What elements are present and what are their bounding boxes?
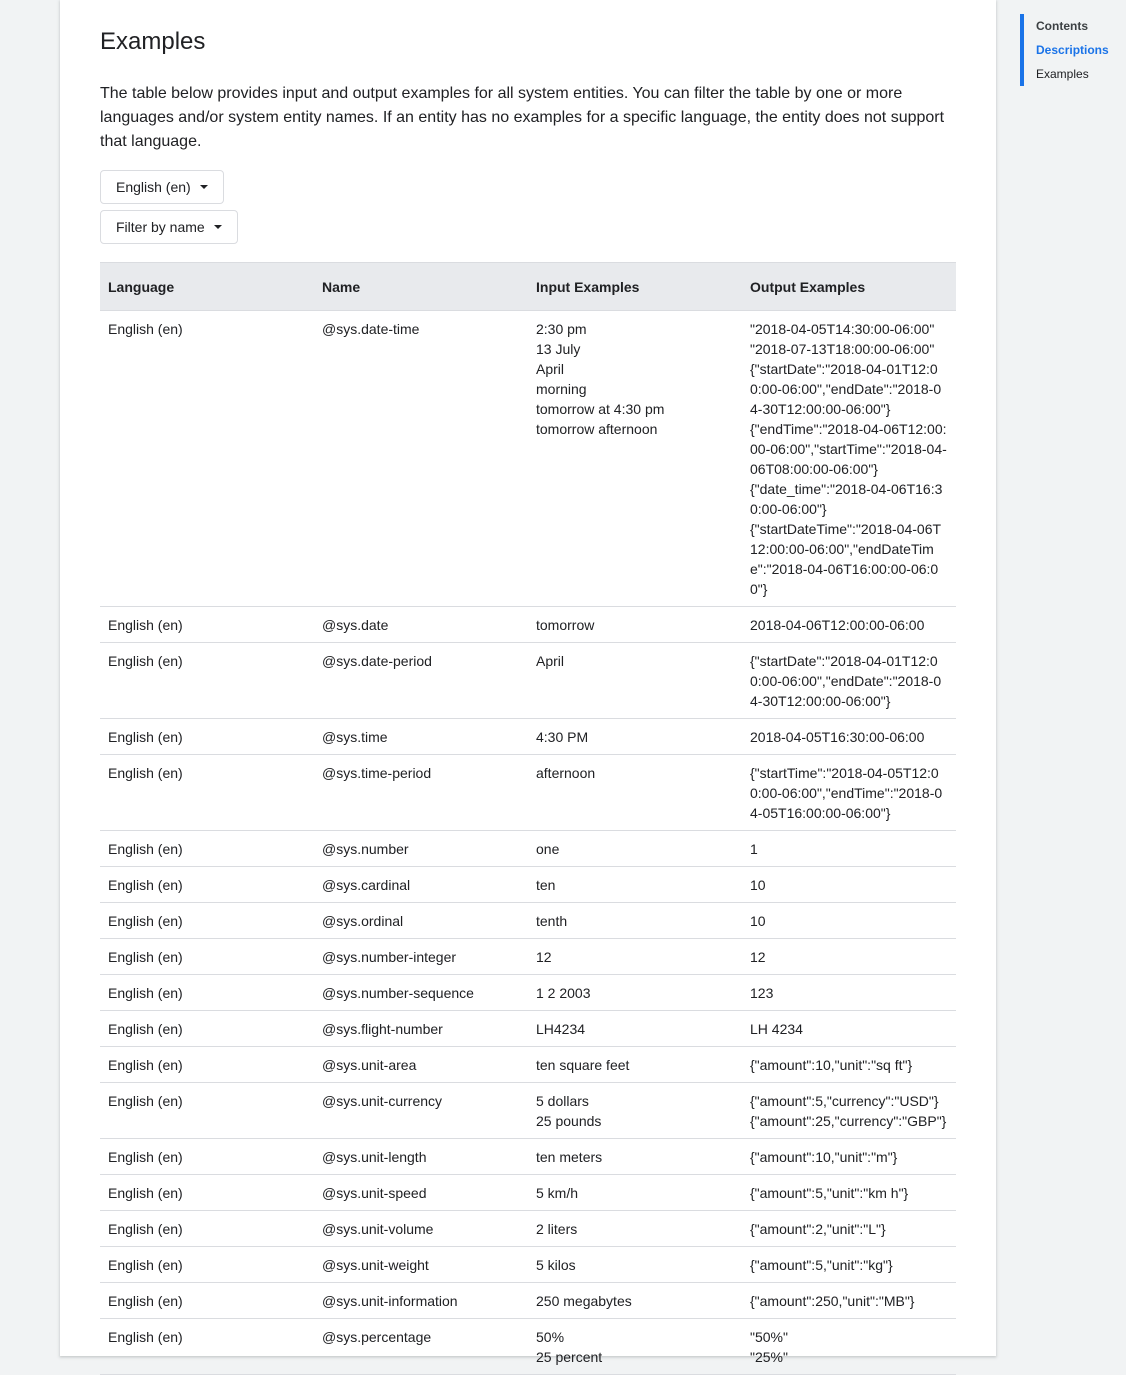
table-row [100,1247,956,1283]
table-row [100,1139,956,1175]
cell-language: English (en) [100,1139,314,1175]
header-name: Name [314,263,528,311]
cell-name: @sys.percentage [314,1319,528,1375]
input-example: 5 km/h [536,1185,579,1201]
cell-output-examples [742,903,956,939]
cell-input-examples [528,975,742,1011]
output-example: "25%" [750,1349,788,1365]
cell-name: @sys.time [314,719,528,755]
input-example: 5 dollars [536,1093,589,1109]
cell-output-examples [742,607,956,643]
output-example: {"startTime":"2018-04-05T12:00:00-06:00","endTime":"2018-04-05T16:00:00-06:00"} [750,765,943,821]
output-example: 2018-04-05T16:30:00-06:00 [750,729,925,745]
cell-input-examples [528,1175,742,1211]
input-example: 50% [536,1329,565,1345]
output-example: 10 [750,913,766,929]
cell-language: English (en) [100,1211,314,1247]
input-example: tomorrow afternoon [536,421,658,437]
cell-language: English (en) [100,831,314,867]
input-example: morning [536,381,587,397]
cell-output-examples [742,1011,956,1047]
output-example: {"amount":10,"unit":"sq ft"} [750,1057,913,1073]
table-row [100,975,956,1011]
cell-output-examples [742,975,956,1011]
input-example: 13 July [536,341,581,357]
toc-item-examples[interactable]: Examples [1036,67,1089,81]
table-body [100,311,956,1375]
cell-input-examples [528,755,742,831]
output-example: {"startDateTime":"2018-04-06T12:00:00-06:00","endDateTime":"2018-04-06T16:00:00-06:00"} [750,521,942,597]
table-row [100,1011,956,1047]
cell-input-examples [528,1011,742,1047]
output-example: {"amount":5,"currency":"USD"} [750,1093,939,1109]
cell-output-examples [742,1283,956,1319]
cell-input-examples [528,1139,742,1175]
cell-output-examples [742,1139,956,1175]
header-input-examples: Input Examples [528,263,742,311]
language-filter-label: English (en) [116,179,191,195]
cell-name: @sys.unit-speed [314,1175,528,1211]
cell-name: @sys.ordinal [314,903,528,939]
input-example: tenth [536,913,568,929]
cell-name: @sys.number-sequence [314,975,528,1011]
output-example: LH 4234 [750,1021,803,1037]
cell-name: @sys.number [314,831,528,867]
cell-input-examples [528,831,742,867]
output-example: {"amount":2,"unit":"L"} [750,1221,886,1237]
table-row [100,1283,956,1319]
output-example: 2018-04-06T12:00:00-06:00 [750,617,925,633]
output-example: 10 [750,877,766,893]
cell-input-examples [528,1319,742,1375]
cell-name: @sys.unit-length [314,1139,528,1175]
output-example: 1 [750,841,758,857]
cell-output-examples [742,1175,956,1211]
cell-input-examples [528,1283,742,1319]
input-example: April [536,361,565,377]
cell-name: @sys.unit-information [314,1283,528,1319]
name-filter-label: Filter by name [116,219,205,235]
input-example: 2 liters [536,1221,578,1237]
cell-input-examples [528,1047,742,1083]
cell-input-examples [528,311,742,607]
caret-down-icon [200,185,208,189]
cell-name: @sys.unit-volume [314,1211,528,1247]
cell-output-examples [742,719,956,755]
cell-output-examples [742,311,956,607]
name-filter-dropdown[interactable] [100,210,238,244]
cell-name: @sys.number-integer [314,939,528,975]
input-example: one [536,841,560,857]
cell-input-examples [528,867,742,903]
cell-input-examples [528,903,742,939]
input-example: ten meters [536,1149,603,1165]
cell-name: @sys.unit-area [314,1047,528,1083]
input-example: tomorrow at 4:30 pm [536,401,665,417]
cell-output-examples [742,1083,956,1139]
output-example: {"amount":250,"unit":"MB"} [750,1293,915,1309]
cell-output-examples [742,755,956,831]
table-row [100,903,956,939]
cell-language: English (en) [100,903,314,939]
cell-name: @sys.date [314,607,528,643]
output-example: {"date_time":"2018-04-06T16:30:00-06:00"} [750,481,943,517]
cell-language: English (en) [100,755,314,831]
table-row [100,1211,956,1247]
input-example: 25 pounds [536,1113,602,1129]
language-filter-dropdown[interactable] [100,170,224,204]
caret-down-icon [214,225,222,229]
cell-language: English (en) [100,1011,314,1047]
cell-input-examples [528,643,742,719]
cell-input-examples [528,939,742,975]
output-example: {"endTime":"2018-04-06T12:00:00-06:00","startTime":"2018-04-06T08:00:00-06:00"} [750,421,947,477]
cell-input-examples [528,1247,742,1283]
input-example: 1 2 2003 [536,985,591,1001]
input-example: ten square feet [536,1057,630,1073]
cell-language: English (en) [100,1247,314,1283]
cell-output-examples [742,643,956,719]
table-of-contents [1020,14,1109,86]
cell-output-examples [742,867,956,903]
input-example: LH4234 [536,1021,586,1037]
cell-name: @sys.time-period [314,755,528,831]
output-example: {"amount":10,"unit":"m"} [750,1149,898,1165]
table-row [100,643,956,719]
cell-language: English (en) [100,1175,314,1211]
input-example: tomorrow [536,617,595,633]
table-row [100,1083,956,1139]
input-example: 2:30 pm [536,321,587,337]
cell-name: @sys.unit-weight [314,1247,528,1283]
table-row [100,1319,956,1375]
cell-language: English (en) [100,1283,314,1319]
table-row [100,1047,956,1083]
cell-input-examples [528,1083,742,1139]
cell-language: English (en) [100,1083,314,1139]
table-row [100,311,956,607]
input-example: 5 kilos [536,1257,576,1273]
output-example: {"amount":5,"unit":"kg"} [750,1257,893,1273]
header-output-examples: Output Examples [742,263,956,311]
output-example: "50%" [750,1329,788,1345]
table-row [100,607,956,643]
output-example: {"amount":5,"unit":"km h"} [750,1185,909,1201]
toc-title: Contents [1036,19,1088,33]
table-row [100,719,956,755]
output-example: {"amount":25,"currency":"GBP"} [750,1113,947,1129]
cell-language: English (en) [100,1319,314,1375]
table-row [100,755,956,831]
header-language: Language [100,263,314,311]
cell-input-examples [528,1211,742,1247]
input-example: 4:30 PM [536,729,589,745]
input-example: 250 megabytes [536,1293,632,1309]
table-row [100,1175,956,1211]
entities-table [100,262,956,1375]
output-example: "2018-07-13T18:00:00-06:00" [750,341,935,357]
cell-language: English (en) [100,939,314,975]
cell-output-examples [742,939,956,975]
cell-language: English (en) [100,867,314,903]
page-title: Examples [100,28,206,55]
cell-output-examples [742,1211,956,1247]
cell-language: English (en) [100,1047,314,1083]
page-description: The table below provides input and output examples for all system entities. You can filter the table by one or more languages and/or system entity names. If an entity has no examples for a specific language, the entity does not support that language. [100,85,945,150]
cell-output-examples [742,1247,956,1283]
cell-name: @sys.flight-number [314,1011,528,1047]
cell-language: English (en) [100,719,314,755]
output-example: 123 [750,985,774,1001]
output-example: 12 [750,949,766,965]
toc-item-descriptions[interactable]: Descriptions [1036,43,1109,57]
cell-input-examples [528,607,742,643]
table-row [100,867,956,903]
input-example: ten [536,877,556,893]
cell-name: @sys.date-period [314,643,528,719]
input-example: April [536,653,565,669]
content-card [60,0,996,1365]
cell-input-examples [528,719,742,755]
cell-language: English (en) [100,311,314,607]
table-row [100,831,956,867]
output-example: {"startDate":"2018-04-01T12:00:00-06:00","endDate":"2018-04-30T12:00:00-06:00"} [750,361,942,417]
output-example: {"startDate":"2018-04-01T12:00:00-06:00","endDate":"2018-04-30T12:00:00-06:00"} [750,653,942,709]
cell-language: English (en) [100,643,314,719]
input-example: 25 percent [536,1349,603,1365]
cell-name: @sys.date-time [314,311,528,607]
cell-language: English (en) [100,975,314,1011]
cell-name: @sys.cardinal [314,867,528,903]
cell-output-examples [742,1047,956,1083]
table-header-row [100,263,956,311]
cell-name: @sys.unit-currency [314,1083,528,1139]
table-row [100,939,956,975]
cell-output-examples [742,1319,956,1375]
cell-language: English (en) [100,607,314,643]
input-example: afternoon [536,765,596,781]
cell-output-examples [742,831,956,867]
output-example: "2018-04-05T14:30:00-06:00" [750,321,935,337]
input-example: 12 [536,949,552,965]
